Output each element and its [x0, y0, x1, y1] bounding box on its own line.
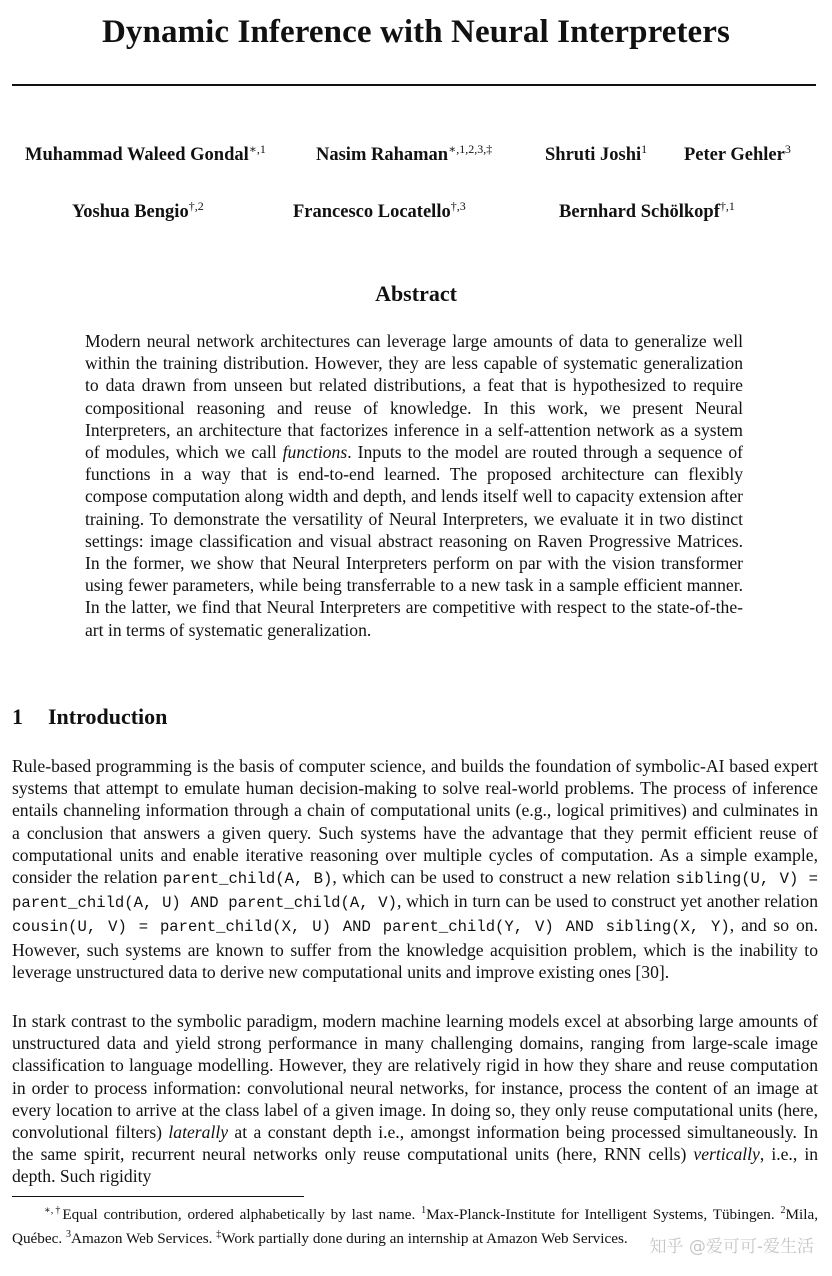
paper-title: Dynamic Inference with Neural Interpreters	[101, 14, 730, 50]
text-run: , and so on. However, such systems are known to suffer from the knowledge acquisition problem, which is the inability to leverage unstructured data to derive new computational units and improve existing ones [30].	[12, 915, 818, 982]
author-2: Nasim Rahaman$^{∗,1,2,3,\ddagger}$	[316, 142, 493, 165]
footnote-rule	[12, 1196, 304, 1197]
abstract-heading: Abstract	[375, 281, 457, 306]
text-run: , which can be used to construct a new relation	[332, 867, 676, 888]
author-1: Muhammad Waleed Gondal$^{∗,1}$	[25, 142, 266, 165]
author-4: Peter Gehler$^3$	[684, 142, 791, 165]
code-span: cousin(U, V) = parent_child(X, U) AND parent_child(Y, V) AND sibling(X, Y)	[12, 918, 730, 937]
author-7: Bernhard Schölkopf$^{\dagger,1}$	[559, 199, 735, 222]
intro-paragraph-2	[12, 1010, 818, 1188]
author-6: Francesco Locatello$^{\dagger,3}$	[293, 199, 466, 222]
author-5: Yoshua Bengio$^{\dagger,2}$	[72, 199, 204, 222]
section-number: 1	[12, 704, 23, 729]
code-span: sibling(U, V) = parent_child(A, U) AND parent_child(A, V)	[12, 870, 818, 913]
emphasis-text: laterally	[168, 1122, 229, 1143]
emphasis-text: vertically	[693, 1144, 760, 1165]
text-run: In stark contrast to the symbolic paradigm, modern machine learning models excel at absorbing large amounts of unstructured data and yield strong performance in many challenging domains, ranging from large-scale image classification to language modelling. However, they are relatively rigid in how they share and reuse computation in order to process information: convolutional neural networks, for instance, process the content of an image at every location to arrive at the class label of a given image. In doing so, they only reuse computational units (here, convolutional filters)	[12, 1011, 818, 1143]
section-heading-introduction	[12, 704, 167, 730]
watermark: 知乎 @爱可可-爱生活	[649, 1237, 814, 1257]
abstract-body: Modern neural network architectures can leverage large amounts of data to generalize well within the training distribution. However, they are less capable of systematic generalization to data drawn from unseen but related distributions, a feat that is hypothesized to require compositional reasoning and reuse of knowledge. In this work, we present Neural Interpreters, an architecture that factorizes inference in a self-attention network as a system of modules, which we call functions. Inputs to the model are routed through a sequence of functions in a way that is end-to-end learned. The proposed architecture can flexibly compose computation along width and depth, and lends itself well to capacity extension after training. To demonstrate the versatility of Neural Interpreters, we evaluate it in two distinct settings: image classification and visual abstract reasoning on Raven Progressive Matrices. In the former, we show that Neural Interpreters perform on par with the vision transformer using fewer parameters, while being transferrable to a new task in a sample efficient manner. In the latter, we find that Neural Interpreters are competitive with respect to the state-of-the-art in terms of systematic generalization.	[85, 331, 743, 640]
section-title: Introduction	[48, 704, 168, 729]
intro-paragraph-1	[12, 755, 818, 983]
author-3: Shruti Joshi$^1$	[545, 142, 648, 165]
text-run: , which in turn can be used to construct yet another relation	[397, 891, 818, 912]
footnote: ∗,†Equal contribution, ordered alphabetically by last name. $^1$Max-Planck-Institute for Intelligent Systems, Tübingen. $^2$Mila, Québec. $^3$Amazon Web Services. ‡Work partially done during an internship at Amazon Web Services.	[12, 1205, 818, 1248]
text-run: , i.e., in depth. Such rigidity	[12, 1144, 819, 1187]
text-run: at a constant depth i.e., amongst information being processed simultaneously. In the same spirit, recurrent neural networks only reuse computational units (here, RNN cells)	[12, 1122, 818, 1165]
title-rule	[12, 84, 816, 86]
code-span: parent_child(A, B)	[162, 870, 333, 889]
text-run: Rule-based programming is the basis of computer science, and builds the foundation of symbolic-AI based expert systems that attempt to emulate human decision-making to solve real-world problems. The process of inference entails channeling information through a chain of computational units (e.g., logical primitives) and culminates in a conclusion that answers a given query. Such systems have the advantage that they permit efficient reuse of computational units and enable iterative reasoning over multiple cycles of computation. As a simple example, consider the relation	[12, 756, 818, 888]
